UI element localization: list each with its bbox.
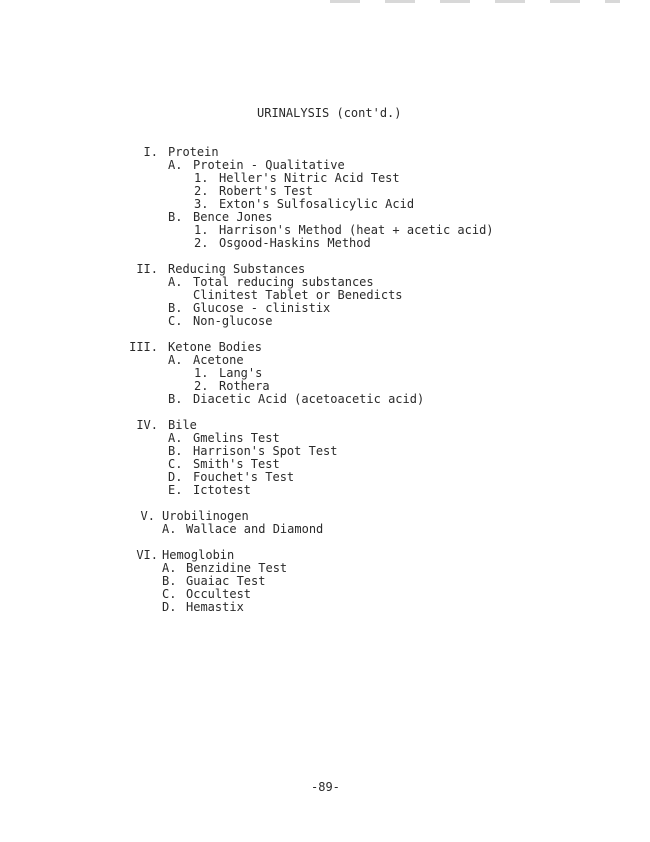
section-number: VI. xyxy=(136,548,158,562)
subsection-letter: D. xyxy=(162,600,177,614)
subsection-label: Hemastix xyxy=(186,600,244,614)
item-number: 1. xyxy=(194,171,209,185)
subsection-letter: A. xyxy=(162,561,177,575)
subsection-letter: D. xyxy=(168,470,183,484)
section-label: Ketone Bodies xyxy=(168,340,262,354)
subsection-label: Total reducing substances xyxy=(193,275,374,289)
subsection-label: Glucose - clinistix xyxy=(193,301,331,315)
section-number: II. xyxy=(136,262,158,276)
subsection-label: Ictotest xyxy=(193,483,251,497)
item-label: Exton's Sulfosalicylic Acid xyxy=(219,197,415,211)
section-number: III. xyxy=(129,340,158,354)
item-label: Rothera xyxy=(219,379,270,393)
subsection-label: Bence Jones xyxy=(193,210,273,224)
subsection-label: Protein - Qualitative xyxy=(193,158,345,172)
subsection-label: Non-glucose xyxy=(193,314,273,328)
subsection-letter: B. xyxy=(168,301,183,315)
subsection-letter: A. xyxy=(162,522,177,536)
section-label: Bile xyxy=(168,418,197,432)
subsection-letter: C. xyxy=(168,314,183,328)
item-number: 2. xyxy=(194,236,209,250)
item-label: Lang's xyxy=(219,366,263,380)
subsection-letter: A. xyxy=(168,353,183,367)
section-number: IV. xyxy=(136,418,158,432)
section-label: Hemoglobin xyxy=(162,548,235,562)
subsection-note: Clinitest Tablet or Benedicts xyxy=(193,288,403,302)
item-number: 3. xyxy=(194,197,209,211)
subsection-letter: C. xyxy=(168,457,183,471)
item-number: 2. xyxy=(194,184,209,198)
subsection-label: Gmelins Test xyxy=(193,431,280,445)
subsection-label: Acetone xyxy=(193,353,244,367)
subsection-label: Fouchet's Test xyxy=(193,470,295,484)
subsection-letter: E. xyxy=(168,483,183,497)
subsection-letter: C. xyxy=(162,587,177,601)
item-label: Harrison's Method (heat + acetic acid) xyxy=(219,223,494,237)
subsection-letter: B. xyxy=(168,210,183,224)
subsection-letter: A. xyxy=(168,431,183,445)
section-label: Reducing Substances xyxy=(168,262,306,276)
subsection-letter: B. xyxy=(168,444,183,458)
item-number: 2. xyxy=(194,379,209,393)
page-number: -89- xyxy=(311,780,340,794)
subsection-letter: B. xyxy=(162,574,177,588)
item-label: Osgood-Haskins Method xyxy=(219,236,371,250)
subsection-label: Smith's Test xyxy=(193,457,280,471)
subsection-letter: B. xyxy=(168,392,183,406)
subsection-label: Benzidine Test xyxy=(186,561,288,575)
item-number: 1. xyxy=(194,366,209,380)
subsection-letter: A. xyxy=(168,275,183,289)
subsection-label: Diacetic Acid (acetoacetic acid) xyxy=(193,392,425,406)
subsection-label: Wallace and Diamond xyxy=(186,522,324,536)
subsection-letter: A. xyxy=(168,158,183,172)
subsection-label: Guaiac Test xyxy=(186,574,266,588)
item-number: 1. xyxy=(194,223,209,237)
section-label: Urobilinogen xyxy=(162,509,249,523)
subsection-label: Occultest xyxy=(186,587,252,601)
section-number: V. xyxy=(140,509,155,523)
page-title: URINALYSIS (cont'd.) xyxy=(257,106,402,120)
section-label: Protein xyxy=(168,145,219,159)
scan-artifact xyxy=(330,0,620,3)
subsection-label: Harrison's Spot Test xyxy=(193,444,338,458)
item-label: Robert's Test xyxy=(219,184,313,198)
item-label: Heller's Nitric Acid Test xyxy=(219,171,400,185)
section-number: I. xyxy=(143,145,158,159)
